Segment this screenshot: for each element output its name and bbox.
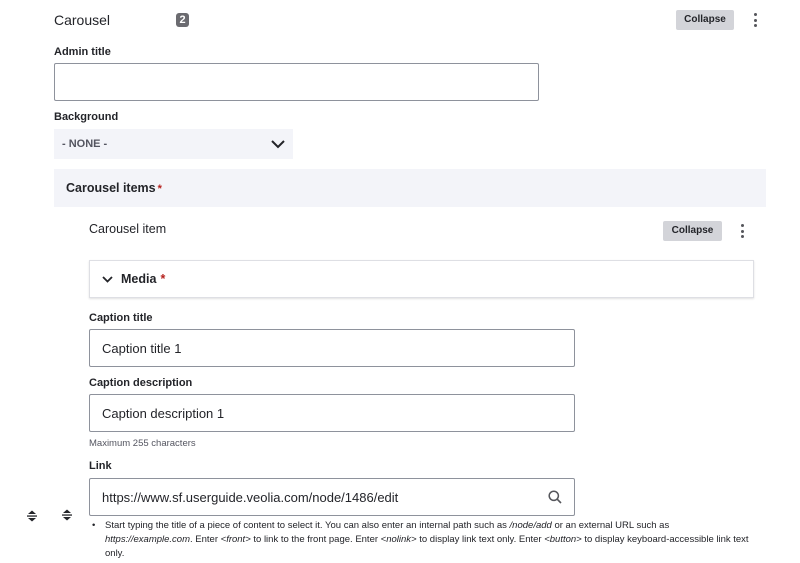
paragraph-title: Carousel [54, 12, 111, 28]
caption-title-label: Caption title [89, 312, 153, 324]
background-selected-value: - NONE - [62, 138, 108, 150]
kebab-icon[interactable] [748, 13, 762, 27]
background-select[interactable] [54, 129, 293, 159]
carousel-item-title: Carousel item [89, 222, 167, 236]
link-input[interactable] [89, 478, 575, 516]
link-label: Link [89, 460, 112, 472]
caption-description-input[interactable]: Caption description 1 [89, 394, 575, 432]
drag-handle-icon[interactable] [25, 509, 39, 523]
carousel-items-label: Carousel items * [66, 181, 162, 195]
drag-handle-icon[interactable] [60, 508, 74, 522]
carousel-item-collapse-button[interactable]: Collapse [663, 221, 722, 241]
link-help-text: • Start typing the title of a piece of content to select it. You can also enter an internal path such as /node/add or an external URL such as https://example.com. Enter <front> to link to the front page. Enter <nolink> to display link text only. Enter <button> to display keyboard-accessible link text only. [92, 520, 749, 559]
collapse-button[interactable]: Collapse [676, 10, 734, 30]
paragraph-count-badge: 2 [176, 13, 189, 27]
admin-title-input[interactable] [54, 63, 539, 101]
link-input-value: https://www.sf.userguide.veolia.com/node/1486/edit [102, 489, 399, 505]
chevron-down-icon [271, 140, 285, 149]
caption-title-input[interactable]: Caption title 1 [89, 329, 575, 367]
chevron-down-icon [102, 276, 113, 283]
admin-title-label: Admin title [54, 46, 111, 58]
caption-description-label: Caption description [89, 377, 193, 389]
background-label: Background [54, 111, 119, 123]
search-icon [548, 490, 562, 504]
carousel-item-kebab-icon[interactable] [735, 224, 749, 238]
media-details-summary[interactable] [89, 260, 754, 298]
caption-description-hint: Maximum 255 characters [89, 438, 196, 449]
media-label: Media * [121, 272, 166, 286]
